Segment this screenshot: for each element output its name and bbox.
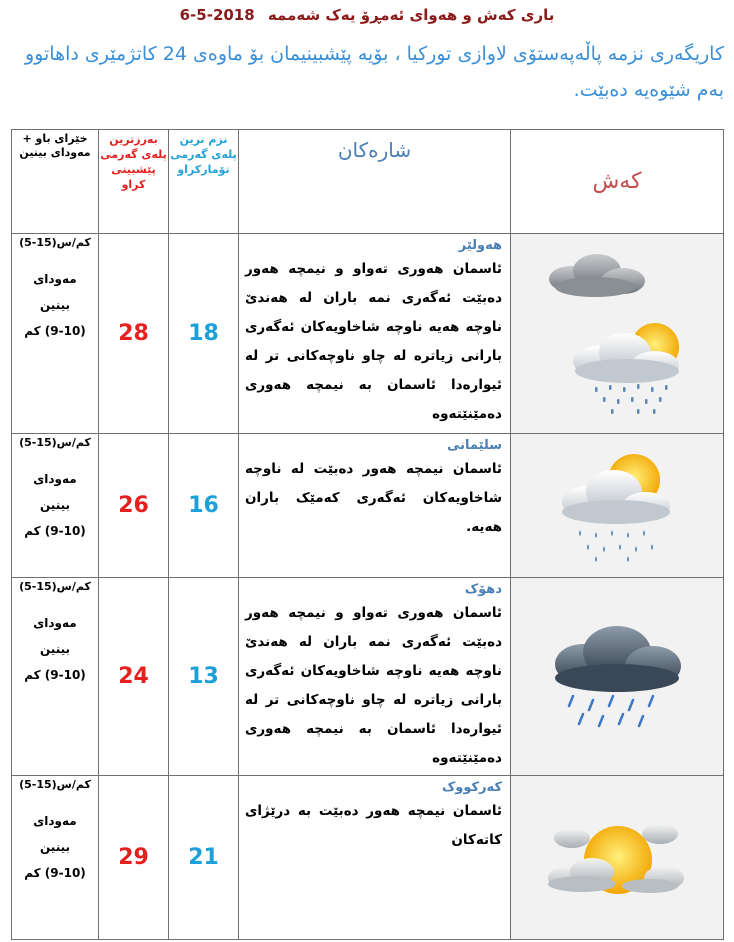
- header-max-temp: بەرزترین پلەی گەرمی پێشبینی کراو: [99, 130, 169, 234]
- visibility-label: بینین: [40, 642, 70, 656]
- table-header-row: [12, 130, 724, 234]
- visibility-range: (9-10) کم: [24, 524, 86, 538]
- table-row: [12, 776, 724, 940]
- forecast-text: ئاسمان هەوری تەواو و نیمچە هەور دەبێت ئەگەری نمە باران لە هەندێ ناوچە هەیە ناوچە شاخاویەکان ئەگەری بارانی زیاترە لە چاو ناوچەکانی تر لە ئیوارەدا ئاسمان بە نیمچە هەوری دەمێنێتەوە: [245, 605, 502, 766]
- wind-visibility-cell: [12, 776, 99, 940]
- visibility-label: بینین: [40, 298, 70, 312]
- visibility-range: (9-10) کم: [24, 866, 86, 880]
- min-temp: 21: [169, 776, 239, 940]
- visibility-label: مەودای: [33, 616, 77, 630]
- weather-icon-cell: [511, 776, 724, 940]
- city-description-cell: [239, 434, 511, 578]
- dark-cloud-rain-icon: [547, 622, 687, 732]
- wind-visibility-cell: [12, 434, 99, 578]
- weather-icon-cell: [511, 234, 724, 434]
- city-name: سلێمانی: [446, 438, 502, 453]
- forecast-text: ئاسمان هەوری تەواو و نیمچە هەور دەبێت ئەگەری نمە باران لە هەندێ ناوچە هەیە ناوچە شاخاویەکان ئەگەری بارانی زیاترە لە چاو ناوچەکانی تر لە ئیوارەدا ئاسمان بە نیمچە هەوری دەمێنێتەوە: [245, 261, 502, 422]
- city-description-cell: [239, 234, 511, 434]
- weather-icon-cell: [511, 434, 724, 578]
- visibility-label: مەودای: [33, 272, 77, 286]
- max-temp: 26: [99, 434, 169, 578]
- wind-speed: (5-15)کم/س: [19, 580, 91, 593]
- forecast-table: [11, 129, 724, 940]
- intro-text: کاریگەری نزمە پاڵەپەستۆی لاوازی تورکیا ، بۆیە پێشبینیمان بۆ ماوەی 24 کاتژمێری داهاتوو بەم شێوەیە دەبێت.: [25, 43, 724, 101]
- wind-speed: (5-15)کم/س: [19, 436, 91, 449]
- max-temp: 29: [99, 776, 169, 940]
- city-name: دهۆک: [464, 582, 502, 597]
- header-wind-visibility: خێرای باو + مەودای بینین: [12, 130, 99, 234]
- wind-visibility-cell: [12, 578, 99, 776]
- report-title: [0, 6, 734, 24]
- visibility-range: (9-10) کم: [24, 668, 86, 682]
- weather-icon-cell: [511, 578, 724, 776]
- title-text: باری کەش و هەوای ئەمڕۆ یەک شەممە: [267, 6, 555, 24]
- visibility-label: بینین: [40, 840, 70, 854]
- header-min-temp: نزم ترین پلەی گەرمی تۆمارکراو: [169, 130, 239, 234]
- wind-speed: (5-15)کم/س: [19, 236, 91, 249]
- city-description-cell: [239, 776, 511, 940]
- visibility-label: بینین: [40, 498, 70, 512]
- city-description-cell: [239, 578, 511, 776]
- city-name: هەولێر: [458, 238, 502, 253]
- min-temp: 18: [169, 234, 239, 434]
- min-temp: 16: [169, 434, 239, 578]
- forecast-text: ئاسمان نیمچە هەور دەبێت بە درێژای کاتەکان: [245, 803, 502, 848]
- visibility-label: مەودای: [33, 814, 77, 828]
- visibility-label: مەودای: [33, 472, 77, 486]
- sun-partly-cloudy-icon: [542, 808, 692, 908]
- table-row: [12, 434, 724, 578]
- report-date: 2018-5-6: [179, 6, 255, 24]
- forecast-text: ئاسمان نیمچە هەور دەبێت لە ناوچە شاخاویەکان ئەگەری کەمێک باران هەیە.: [245, 461, 502, 535]
- sun-cloud-rain-icon: [552, 446, 682, 566]
- visibility-range: (9-10) کم: [24, 324, 86, 338]
- header-weather: کەش: [511, 130, 724, 234]
- table-row: [12, 578, 724, 776]
- cloudy-and-sun-rain-icon: [537, 249, 697, 419]
- min-temp: 13: [169, 578, 239, 776]
- wind-speed: (5-15)کم/س: [19, 778, 91, 791]
- wind-visibility-cell: [12, 234, 99, 434]
- table-row: [12, 234, 724, 434]
- header-cities: شارەکان: [239, 130, 511, 234]
- max-temp: 28: [99, 234, 169, 434]
- city-name: کەرکووک: [441, 780, 502, 795]
- max-temp: 24: [99, 578, 169, 776]
